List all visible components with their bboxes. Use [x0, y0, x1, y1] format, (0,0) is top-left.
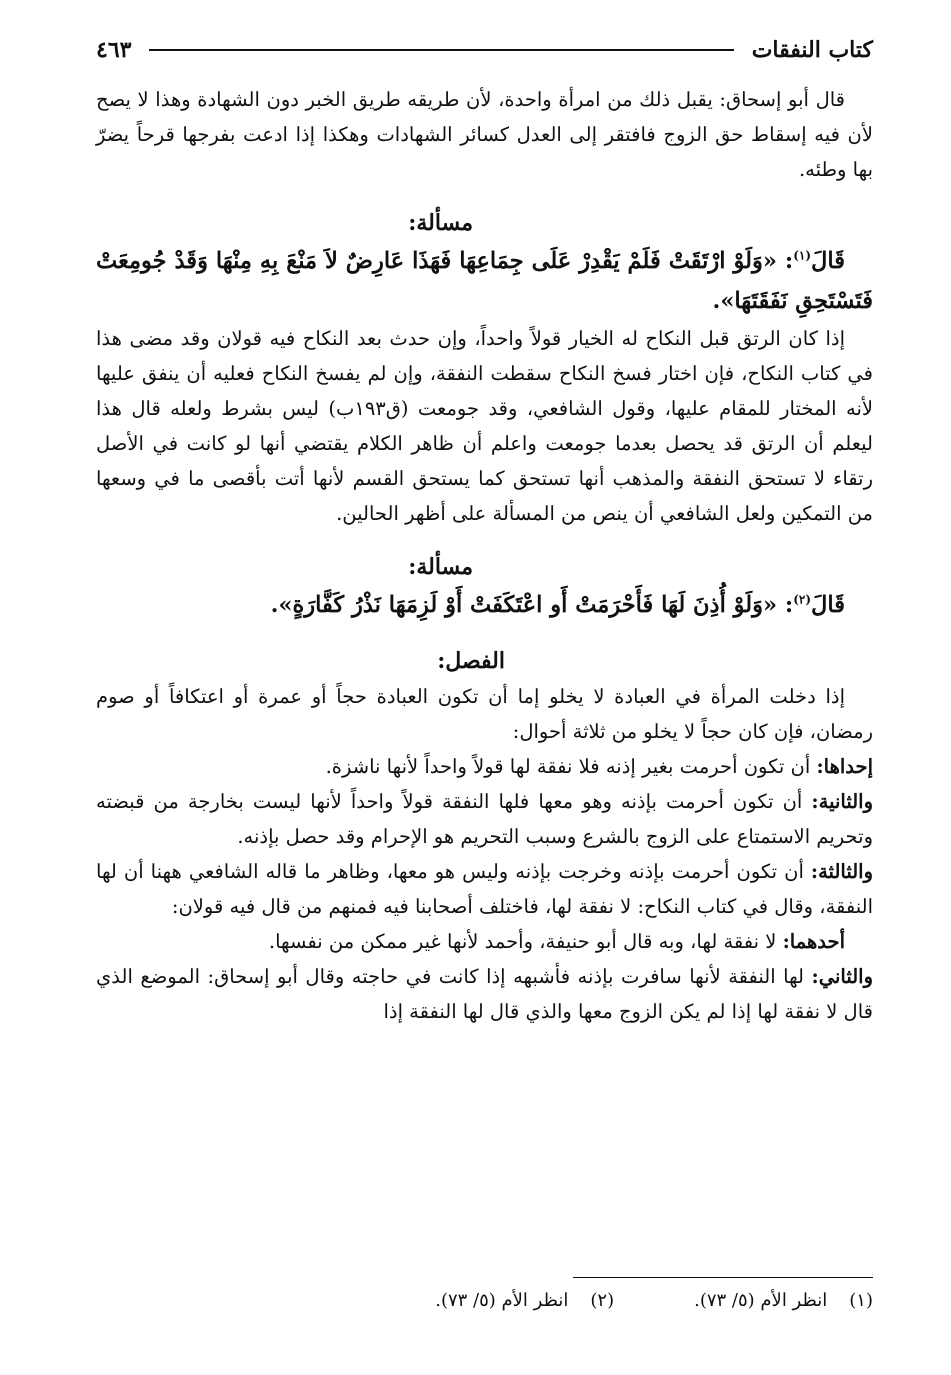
- quote-lead-1: قَالَ: [811, 248, 845, 274]
- case-text-2: أن تكون أحرمت بإذنه وهو معها فلها النفقة قولاً واحداً لأنها ليست بخارجة من قبضته وتحريم الاستمتاع على الزوج بالشرع وسبب التحريم هو الإحرام وقد حصل بإذنه.: [96, 790, 873, 848]
- quote-lead-2: قَالَ: [811, 592, 845, 618]
- case-5: [96, 959, 873, 1029]
- quote-text-1: : «وَلَوْ ارْتَقَتْ فَلَمْ يَقْدِرْ عَلَى جِمَاعِهَا فَهَذَا عَارِضٌ لاَ مَنْعَ بِهِ مِنْهَا وَقَدْ جُومِعَتْ فَتَسْتَحِقِ نَفَقَتَهَا».: [96, 248, 873, 314]
- paragraph-opening: قال أبو إسحاق: يقبل ذلك من امرأة واحدة، لأن طريقه طريق الخبر دون الشهادة وهذا لا يصح لأن فيه إسقاط حق الزوج فافتقر إلى العدل كسائر الشهادات وهكذا إذا ادعت بفرجها قرحاً يضرّ بها وطئه.: [96, 88, 873, 181]
- case-text-5: لها النفقة لأنها سافرت بإذنه فأشبهه إذا كانت في حاجته وقال أبو إسحاق: الموضع الذي قال لا نفقة لها إذا لم يكن الزوج معها والذي قال لها النفقة إذا: [96, 965, 873, 1023]
- case-term-2: والثانية:: [811, 790, 873, 813]
- footnote-ref-1[interactable]: (١): [793, 248, 812, 263]
- case-3: [96, 854, 873, 924]
- footnote-number-1: (١): [849, 1290, 873, 1311]
- matn-quote-2: [96, 585, 873, 625]
- paragraph-ratq: إذا كان الرتق قبل النكاح له الخيار قولاً واحداً، وإن حدث بعد النكاح فيه قولان وقد مضى هذا في كتاب النكاح، فإن اختار فسخ النكاح سقطت النفقة، وإن لم يفسخ النكاح فعليه أن ينفق عليها لأنه المختار للمقام عليها، وقول الشافعي، وقد جومعت (ق١٩٣ب) ليس بشرط ولعله قال هذا ليعلم أن الرتق قد يحصل بعدما جومعت واعلم أن ظاهر الكلام يقتضي أنها لو كانت في الأصل رتقاء لا تستحق النفقة والمذهب أنها تستحق كما يستحق القسم لأنها أتت بأقصى ما في وسعها من التمكين ولعل الشافعي أن ينص من المسألة على أظهر الحالين.: [96, 327, 874, 525]
- case-text-1: أن تكون أحرمت بغير إذنه فلا نفقة لها قولاً واحداً لأنها ناشزة.: [325, 755, 817, 778]
- case-text-3: أن تكون أحرمت بإذنه وخرجت بإذنه وليس هو معها، وظاهر ما قاله الشافعي ههنا أن لها النفقة، وقال في كتاب النكاح: لا نفقة لها، فاختلف أصحابنا فيه فمنهم من قال فيه قولان:: [96, 860, 873, 918]
- page-body: [96, 82, 873, 1029]
- footnote-1: [694, 1284, 873, 1318]
- footnotes: [96, 1284, 873, 1318]
- header-rule: [149, 49, 733, 51]
- case-2: [96, 784, 873, 854]
- section-heading-2: مسألة:: [408, 554, 473, 580]
- footnote-rule: [573, 1277, 873, 1278]
- fasl-heading: الفصل:: [437, 648, 505, 674]
- page-header: [96, 28, 873, 72]
- footnote-text-1: انظر الأم (٥/ ٧٣).: [694, 1290, 828, 1311]
- case-term-4: أحدهما:: [782, 930, 845, 953]
- case-term-3: والثالثة:: [810, 860, 873, 883]
- paragraph-fasl-intro: إذا دخلت المرأة في العبادة لا يخلو إما أن تكون العبادة حجاً أو عمرة أو اعتكافاً أو صوم رمضان، فإن كان حجاً لا يخلو من ثلاثة أحوال:: [96, 685, 873, 743]
- footnote-number-2: (٢): [590, 1290, 615, 1311]
- running-title: كتاب النفقات: [751, 37, 873, 63]
- quote-text-2: : «وَلَوْ أُذِنَ لَهَا فَأَحْرَمَتْ أَو اعْتَكَفَتْ أَوْ لَزِمَهَا نَذْرُ كَفَّارَةٍ».: [270, 592, 794, 618]
- footnote-ref-2[interactable]: (٢): [793, 592, 812, 607]
- case-1: [96, 749, 873, 784]
- case-term-1: إحداها:: [816, 755, 873, 778]
- matn-quote-1: [96, 241, 873, 321]
- page-number: ٤٦٣: [96, 37, 132, 63]
- footnote-2: [435, 1284, 614, 1318]
- case-term-5: والثاني:: [811, 965, 873, 988]
- case-text-4: لا نفقة لها، وبه قال أبو حنيفة، وأحمد لأنها غير ممكن من نفسها.: [268, 930, 783, 953]
- case-4: [96, 924, 873, 959]
- section-heading-1: مسألة:: [408, 210, 473, 236]
- footnote-text-2: انظر الأم (٥/ ٧٣).: [435, 1290, 569, 1311]
